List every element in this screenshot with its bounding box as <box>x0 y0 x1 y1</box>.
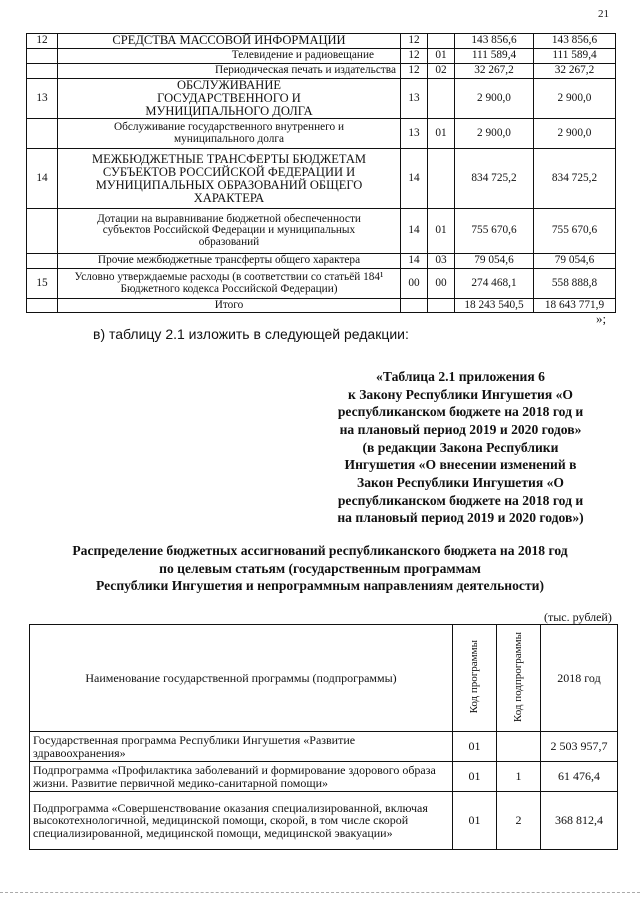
subsection-code: 00 <box>428 269 455 299</box>
amount-2018: 368 812,4 <box>541 792 618 850</box>
appendix-header-line: «Таблица 2.1 приложения 6 <box>376 369 545 384</box>
section-code: 13 <box>401 79 428 119</box>
amount-2019: 834 725,2 <box>455 149 534 209</box>
distribution-title-line: Распределение бюджетных ассигнований республиканского бюджета на 2018 год <box>72 543 568 558</box>
amount-2020: 2 900,0 <box>534 79 616 119</box>
appendix-header-line: (в редакции Закона Республики <box>362 439 559 455</box>
header-subprogram-code <box>497 625 541 732</box>
header-subprogram-code-label: Код подпрограммы <box>511 631 524 722</box>
header-program-code <box>453 625 497 732</box>
row-number <box>27 209 58 254</box>
appendix-header-line: на плановый период 2019 и 2020 годов» <box>339 422 582 438</box>
program-name: Подпрограмма «Совершенствование оказания специализированной, включая высокотехнологичной, медицинской помощи, скорой, в том числе скорой специализированной, медицинской помощи, медицинской эвакуации» <box>30 792 453 850</box>
section-code <box>401 299 428 313</box>
subsection-code: 03 <box>428 254 455 269</box>
distribution-title-line: Республики Ингушетия и непрограммным направлениям деятельности) <box>95 578 544 594</box>
subprogram-code: 1 <box>497 762 541 792</box>
amount-2019: 32 267,2 <box>455 64 534 79</box>
subsection-code: 01 <box>428 49 455 64</box>
program-code: 01 <box>453 762 497 792</box>
row-number: 14 <box>27 149 58 209</box>
section-code: 00 <box>401 269 428 299</box>
table-row <box>27 64 616 79</box>
section-code: 13 <box>401 119 428 149</box>
table-row <box>27 79 616 119</box>
row-name: МЕЖБЮДЖЕТНЫЕ ТРАНСФЕРТЫ БЮДЖЕТАМ СУБЪЕКТОВ РОССИЙСКОЙ ФЕДЕРАЦИИ И МУНИЦИПАЛЬНЫХ ОБРАЗОВАНИЙ ОБЩЕГО ХАРАКТЕРА <box>58 149 401 209</box>
distribution-title <box>30 542 610 595</box>
section-code: 14 <box>401 254 428 269</box>
program-code: 01 <box>453 732 497 762</box>
row-name: Условно утверждаемые расходы (в соответствии со статьёй 184¹ Бюджетного кодекса Российской Федерации) <box>58 269 401 299</box>
section-code: 12 <box>401 64 428 79</box>
table-row <box>30 762 618 792</box>
header-name: Наименование государственной программы (подпрограммы) <box>30 625 453 732</box>
amount-2020: 834 725,2 <box>534 149 616 209</box>
budget-sections-table <box>26 33 616 313</box>
table-header-row <box>30 625 618 732</box>
subsection-code <box>428 34 455 49</box>
scan-footer-divider <box>0 892 640 894</box>
row-number: 13 <box>27 79 58 119</box>
appendix-header-line: республиканском бюджете на 2018 год и <box>337 404 584 420</box>
row-number <box>27 254 58 269</box>
amount-2020: 558 888,8 <box>534 269 616 299</box>
amount-2020: 79 054,6 <box>534 254 616 269</box>
subprogram-code: 2 <box>497 792 541 850</box>
subsection-code <box>428 79 455 119</box>
amount-2018: 2 503 957,7 <box>541 732 618 762</box>
appendix-header-line: республиканском бюджете на 2018 год и <box>337 492 584 508</box>
appendix-header-line: на плановый период 2019 и 2020 годов») <box>337 510 584 526</box>
subprogram-code <box>497 732 541 762</box>
row-name: Периодическая печать и издательства <box>58 64 401 79</box>
section-code: 14 <box>401 209 428 254</box>
row-number <box>27 49 58 64</box>
closing-quote: »; <box>596 311 607 326</box>
table-row <box>27 119 616 149</box>
page-number: 21 <box>598 8 609 20</box>
amount-2020: 755 670,6 <box>534 209 616 254</box>
subsection-code <box>428 149 455 209</box>
program-code: 01 <box>453 792 497 850</box>
table-row <box>30 792 618 850</box>
table-row <box>27 34 616 49</box>
row-name: СРЕДСТВА МАССОВОЙ ИНФОРМАЦИИ <box>58 34 401 49</box>
table-row <box>27 254 616 269</box>
amount-2020: 2 900,0 <box>534 119 616 149</box>
units-label: (тыс. рублей) <box>544 610 612 624</box>
row-name: ОБСЛУЖИВАНИЕ ГОСУДАРСТВЕННОГО И МУНИЦИПАЛЬНОГО ДОЛГА <box>58 79 401 119</box>
subsection-code: 01 <box>428 209 455 254</box>
amount-2019: 274 468,1 <box>455 269 534 299</box>
distribution-title-line: по целевым статьям (государственным программам <box>159 560 481 576</box>
row-number: 12 <box>27 34 58 49</box>
table-row <box>27 49 616 64</box>
program-name: Подпрограмма «Профилактика заболеваний и формирование здорового образа жизни. Развитие первичной медико-санитарной помощи» <box>30 762 453 792</box>
amount-2018: 61 476,4 <box>541 762 618 792</box>
program-name: Государственная программа Республики Ингушетия «Развитие здравоохранения» <box>30 732 453 762</box>
amount-2019: 2 900,0 <box>455 79 534 119</box>
program-allocation-table <box>29 624 618 850</box>
amount-2019: 2 900,0 <box>455 119 534 149</box>
appendix-header-line: к Закону Республики Ингушетия «О <box>348 386 573 402</box>
amount-2020: 111 589,4 <box>534 49 616 64</box>
row-name: Дотации на выравнивание бюджетной обеспеченности субъектов Российской Федерации и муниципальных образований <box>58 209 401 254</box>
table-row <box>30 732 618 762</box>
amount-2019: 111 589,4 <box>455 49 534 64</box>
appendix-header <box>318 368 603 527</box>
table-row <box>27 209 616 254</box>
section-code: 12 <box>401 34 428 49</box>
row-number <box>27 299 58 313</box>
subsection-code: 02 <box>428 64 455 79</box>
table-row-total <box>27 299 616 313</box>
amount-2020: 32 267,2 <box>534 64 616 79</box>
amount-2019: 755 670,6 <box>455 209 534 254</box>
appendix-header-line: Закон Республики Ингушетия «О <box>357 475 564 491</box>
row-number <box>27 64 58 79</box>
section-code: 14 <box>401 149 428 209</box>
amount-2019: 18 243 540,5 <box>455 299 534 313</box>
table-row <box>27 149 616 209</box>
section-code: 12 <box>401 49 428 64</box>
row-number: 15 <box>27 269 58 299</box>
row-name: Прочие межбюджетные трансферты общего характера <box>58 254 401 269</box>
row-name: Итого <box>58 299 401 313</box>
appendix-header-line: Ингушетия «О внесении изменений в <box>344 457 577 473</box>
amount-2020: 18 643 771,9 <box>534 299 616 313</box>
amount-2019: 79 054,6 <box>455 254 534 269</box>
row-name: Обслуживание государственного внутреннего и муниципального долга <box>58 119 401 149</box>
amount-2019: 143 856,6 <box>455 34 534 49</box>
subsection-code <box>428 299 455 313</box>
intro-text: в) таблицу 2.1 изложить в следующей редакции: <box>93 326 409 342</box>
row-name: Телевидение и радиовещание <box>58 49 401 64</box>
row-number <box>27 119 58 149</box>
header-year: 2018 год <box>541 625 618 732</box>
header-program-code-label: Код программы <box>467 639 480 714</box>
subsection-code: 01 <box>428 119 455 149</box>
table-row <box>27 269 616 299</box>
amount-2020: 143 856,6 <box>534 34 616 49</box>
